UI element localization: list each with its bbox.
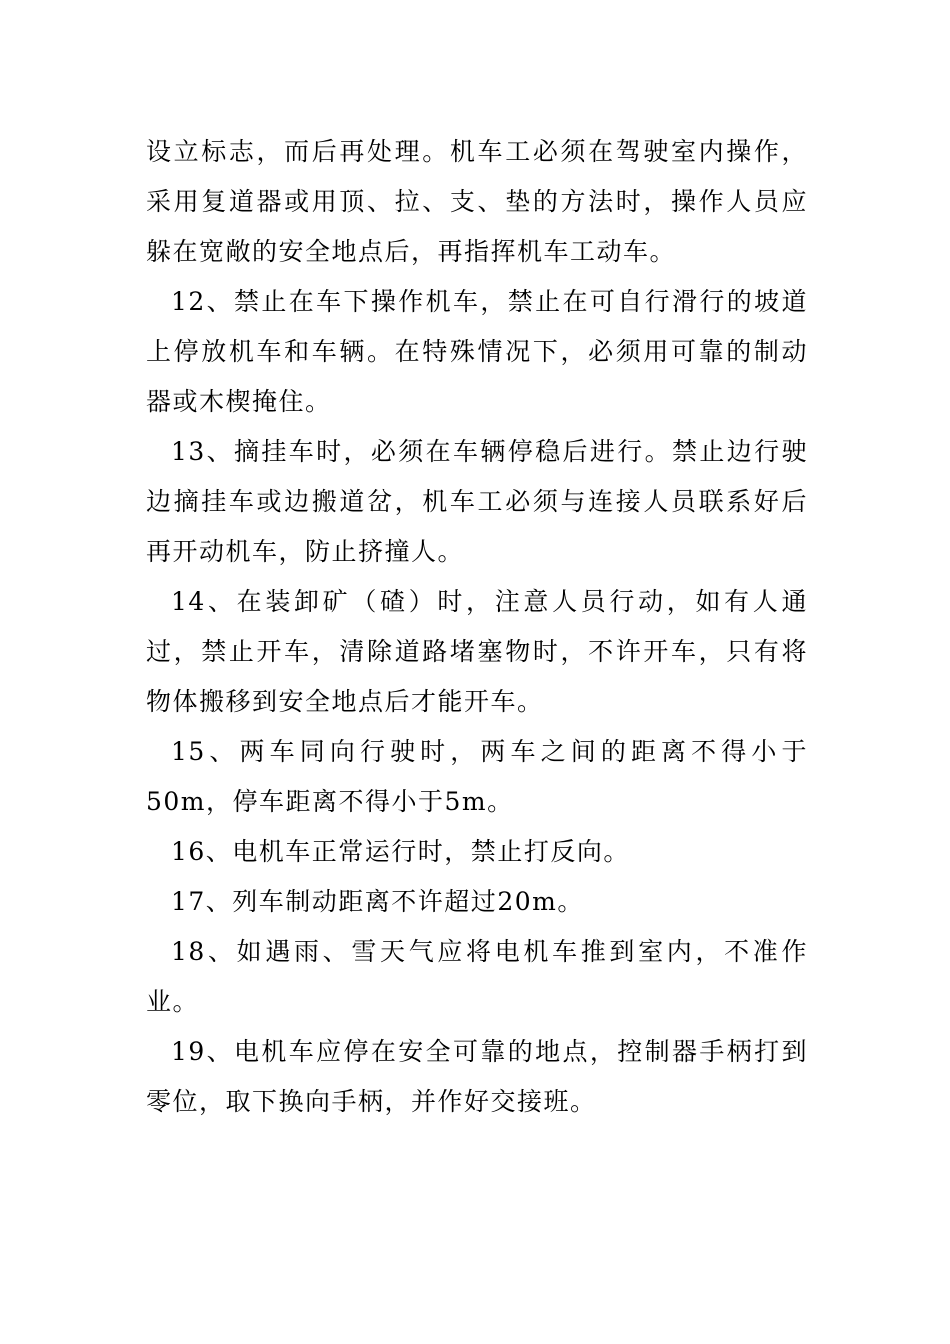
paragraph-item-18: 18、如遇雨、雪天气应将电机车推到室内，不准作业。 bbox=[146, 937, 808, 1016]
paragraph-continuation: 设立标志，而后再处理。机车工必须在驾驶室内操作，采用复道器或用顶、拉、支、垫的方法时，操作人员应躲在宽敞的安全地点后，再指挥机车工动车。 bbox=[146, 137, 808, 266]
paragraph-item-16: 16、电机车正常运行时，禁止打反向。 bbox=[171, 837, 630, 866]
paragraph-item-12: 12、禁止在车下操作机车，禁止在可自行滑行的坡道上停放机车和车辆。在特殊情况下，必须用可靠的制动器或木楔掩住。 bbox=[146, 287, 808, 416]
document-body bbox=[146, 127, 808, 1127]
paragraph-item-14: 14、在装卸矿（碴）时，注意人员行动，如有人通过，禁止开车，清除道路堵塞物时，不许开车，只有将物体搬移到安全地点后才能开车。 bbox=[146, 587, 808, 716]
paragraph-item-17: 17、列车制动距离不许超过20m。 bbox=[171, 887, 584, 916]
paragraph-item-19: 19、电机车应停在安全可靠的地点，控制器手柄打到零位，取下换向手柄，并作好交接班。 bbox=[146, 1037, 808, 1116]
paragraph-item-13: 13、摘挂车时，必须在车辆停稳后进行。禁止边行驶边摘挂车或边搬道岔，机车工必须与连接人员联系好后再开动机车，防止挤撞人。 bbox=[146, 437, 808, 566]
paragraph-item-15: 15、两车同向行驶时，两车之间的距离不得小于50m，停车距离不得小于5m。 bbox=[146, 737, 808, 816]
